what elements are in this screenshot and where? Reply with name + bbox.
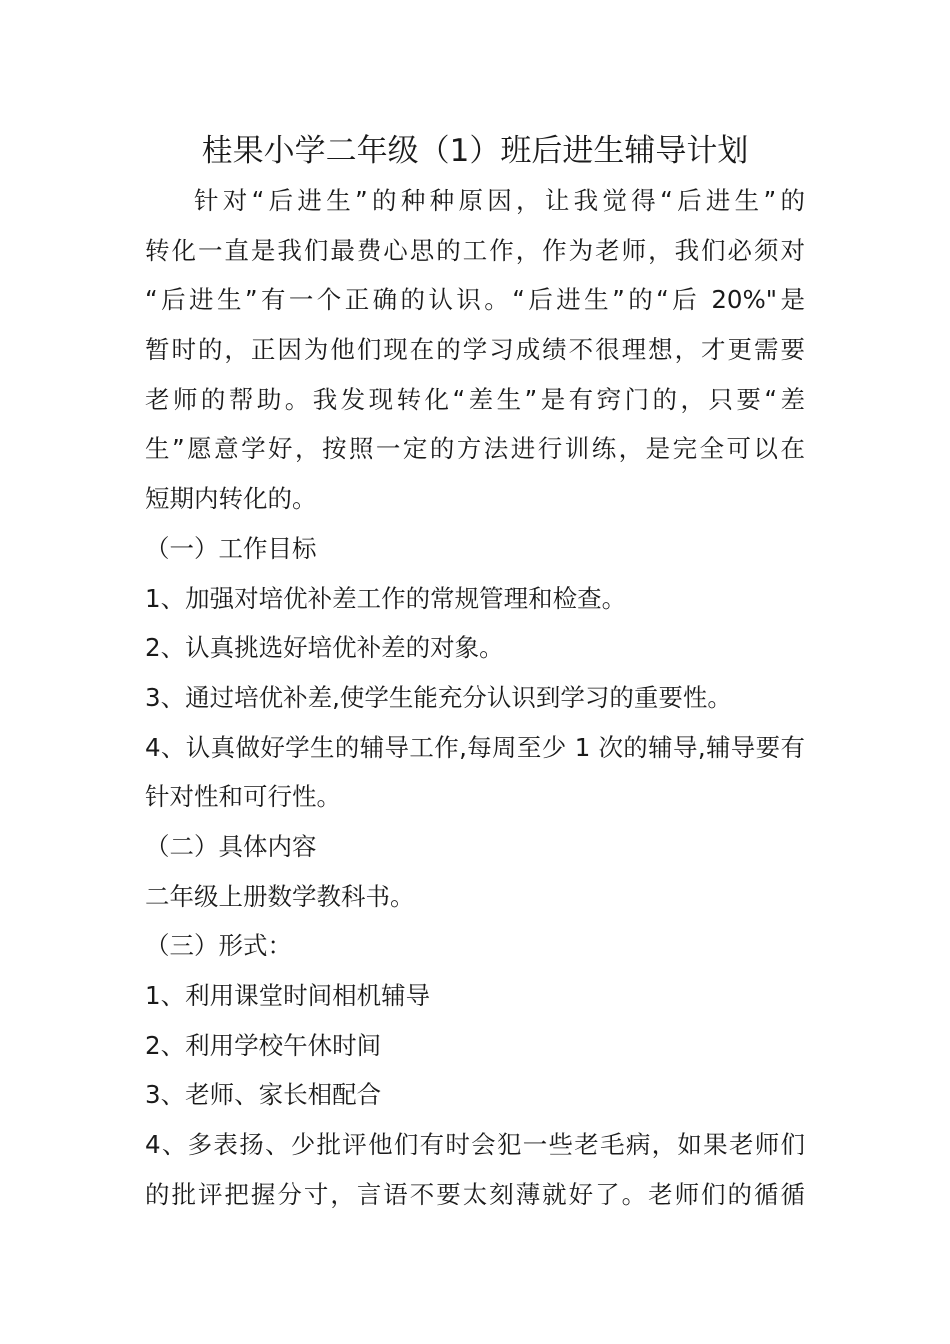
- section-heading-forms: （三）形式：: [145, 931, 292, 960]
- intro-line: “后进生”有一个正确的认识。“后进生”的“后 20%"是: [145, 285, 805, 314]
- intro-line: 针对“后进生”的种种原因，让我觉得“后进生”的: [194, 186, 805, 215]
- list-item: 二年级上册数学教科书。: [145, 882, 415, 911]
- intro-line: 短期内转化的。: [145, 484, 317, 513]
- list-item-continued: 的批评把握分寸，言语不要太刻薄就好了。老师们的循循: [145, 1180, 805, 1209]
- list-item: 2、认真挑选好培优补差的对象。: [145, 633, 504, 662]
- intro-line: 暂时的，正因为他们现在的学习成绩不很理想，才更需要: [145, 335, 805, 364]
- section-heading-goals: （一）工作目标: [145, 534, 317, 563]
- list-item: 1、加强对培优补差工作的常规管理和检查。: [145, 584, 627, 613]
- intro-line: 生”愿意学好，按照一定的方法进行训练，是完全可以在: [145, 434, 805, 463]
- list-item: 4、认真做好学生的辅导工作,每周至少 1 次的辅导,辅导要有: [145, 733, 805, 762]
- section-heading-content: （二）具体内容: [145, 832, 317, 861]
- document-title: 桂果小学二年级（1）班后进生辅导计划: [201, 133, 749, 169]
- list-item-continued: 针对性和可行性。: [145, 782, 341, 811]
- list-item: 2、利用学校午休时间: [145, 1031, 382, 1060]
- list-item: 3、老师、家长相配合: [145, 1080, 382, 1109]
- list-item: 3、通过培优补差,使学生能充分认识到学习的重要性。: [145, 683, 732, 712]
- list-item: 4、多表扬、少批评他们有时会犯一些老毛病，如果老师们: [145, 1130, 805, 1159]
- list-item: 1、利用课堂时间相机辅导: [145, 981, 431, 1010]
- intro-line: 老师的帮助。我发现转化“差生”是有窍门的，只要“差: [145, 385, 805, 414]
- intro-line: 转化一直是我们最费心思的工作，作为老师，我们必须对: [145, 236, 805, 265]
